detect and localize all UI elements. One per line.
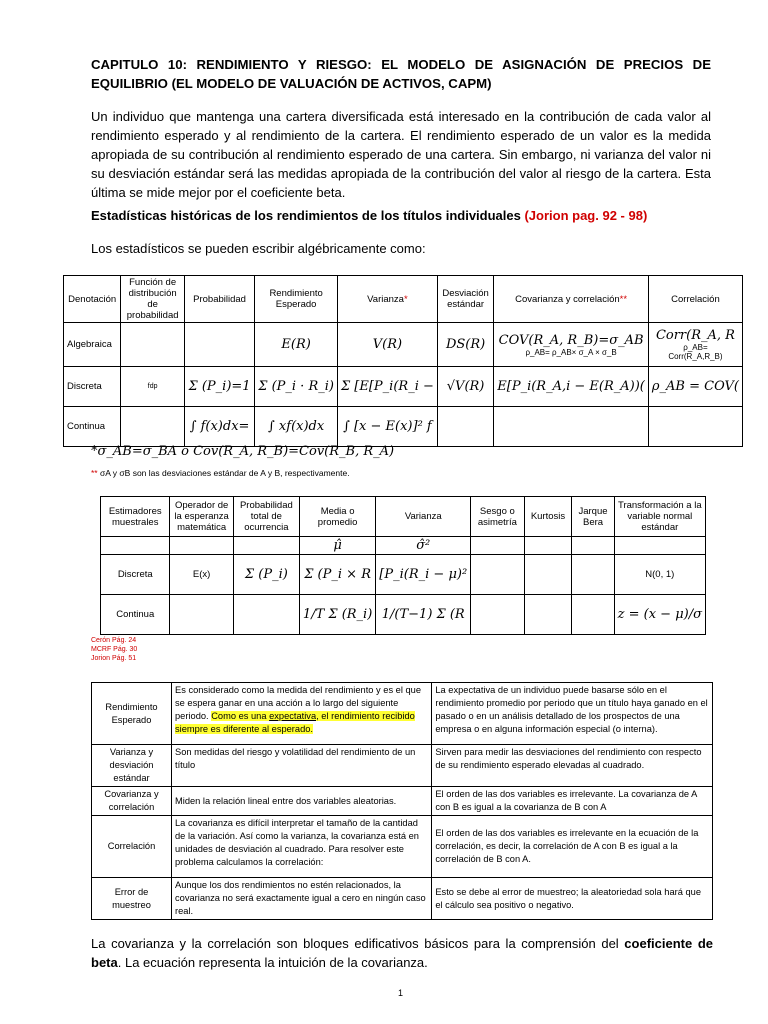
table-cell	[170, 537, 233, 555]
table-row	[92, 745, 713, 787]
formula-cell: ∫ [x − E(x)]² f	[337, 407, 437, 447]
formula-cell: E[P_i(R_A,i − E(R_A))(	[494, 367, 649, 407]
formula-cell: Σ (P_i)=1	[184, 367, 254, 407]
formula-cell: 1/(T−1) Σ (R	[376, 595, 471, 635]
table-cell: El orden de las dos variables es irrelevante. La covarianza de A con B es igual a la covarianza de B con A	[432, 787, 713, 816]
table-cell	[121, 323, 184, 367]
table-header: Probabilidad total de ocurrencia	[233, 497, 299, 537]
table-cell	[471, 537, 524, 555]
section-heading-text: Estadísticas históricas de los rendimientos de los títulos individuales	[91, 208, 521, 223]
algebra-intro: Los estadísticos se pueden escribir algébricamente como:	[91, 241, 426, 256]
formula-cell	[494, 323, 649, 367]
table-header: Estimadores muestrales	[101, 497, 170, 537]
table-header: Desviación estándar	[437, 276, 493, 323]
table-cell: El orden de las dos variables es irrelevante en la ecuación de la correlación, es decir, la correlación de A con B es igual a la correlación de B con A.	[432, 816, 713, 878]
table-header-row	[64, 276, 743, 323]
table-cell	[524, 537, 572, 555]
closing-text: La covarianza y la correlación son bloques edificativos básicos para la comprensión del	[91, 936, 625, 951]
closing-paragraph	[91, 934, 713, 972]
references	[91, 636, 137, 663]
table-header: Rendimiento Esperado	[255, 276, 338, 323]
table-cell	[437, 407, 493, 447]
highlighted-text: Como es una	[211, 711, 270, 721]
table-header: Probabilidad	[184, 276, 254, 323]
table-row	[64, 367, 743, 407]
table-row	[92, 878, 713, 920]
formula-cell: Σ [E[P_i(R_i −	[337, 367, 437, 407]
table-row	[92, 816, 713, 878]
table-cell: Miden la relación lineal entre dos variables aleatorias.	[172, 787, 432, 816]
row-label: Discreta	[101, 555, 170, 595]
table-cell	[184, 323, 254, 367]
table-row	[101, 595, 706, 635]
table-cell: Sirven para medir las desviaciones del rendimiento con respecto de su rendimiento esperado elevadas al cuadrado.	[432, 745, 713, 787]
formula-cell: DS(R)	[437, 323, 493, 367]
std-dev-note-text: σA y σB son las desviaciones estándar de A y B, respectivamente.	[100, 468, 350, 478]
cell-text: Es considerado como la medida del rendimiento y es el que se espera ganar en una acción a lo largo del siguiente periodo.	[175, 685, 422, 721]
row-label: Covarianza y correlación	[92, 787, 172, 816]
closing-text-end: . La ecuación representa la intuición de la covarianza.	[117, 955, 428, 970]
formula-cell	[648, 323, 742, 367]
table-cell	[494, 407, 649, 447]
cov-subformula: ρ_AB= ρ_AB× σ_A × σ_B	[525, 347, 617, 357]
table-header: Varianza	[376, 497, 471, 537]
table-cell	[101, 537, 170, 555]
table-cell: Son medidas del riesgo y volatilidad del rendimiento de un título	[172, 745, 432, 787]
table-cell	[648, 407, 742, 447]
intro-paragraph: Un individuo que mantenga una cartera diversificada está interesado en la contribución de cada valor al rendimiento esperado y al rendimiento de la cartera. El rendimiento esperado de un valor es la medida apropiada de su contribución al rendimiento esperado de una cartera. Sin embargo, ni varianza del valor ni su desviación estándar será las medidas apropiada de la contribución del valor al riesgo de la cartera. Esta última se mide mejor por el coeficiente beta.	[91, 109, 711, 200]
row-label: Rendimiento Esperado	[92, 683, 172, 745]
formula-cell: ∫ f(x)dx=	[184, 407, 254, 447]
formula-cell: Σ (P_i)	[233, 555, 299, 595]
highlighted-text: , el rendimiento recibido siempre es diferente al esperado.	[175, 711, 415, 734]
table-header: Función de distribución de probabilidad	[121, 276, 184, 323]
chapter-title: CAPITULO 10: RENDIMIENTO Y RIESGO: EL MODELO DE ASIGNACIÓN DE PRECIOS DE EQUILIBRIO (EL MODELO DE VALUACIÓN DE ACTIVOS, CAPM)	[91, 57, 711, 91]
table-header: Kurtosis	[524, 497, 572, 537]
covarianza-label: Covarianza y correlación	[515, 293, 620, 305]
sample-estimators-table	[100, 496, 706, 635]
formula-cell: ∫ xf(x)dx	[255, 407, 338, 447]
formula-cell: Σ (P_i × R	[299, 555, 375, 595]
row-label: Continua	[101, 595, 170, 635]
concepts-table	[91, 682, 713, 920]
table-header: Correlación	[648, 276, 742, 323]
table-cell	[233, 595, 299, 635]
formula-cell: 1/T Σ (R_i)	[299, 595, 375, 635]
reference-item: MCRF Pág. 30	[91, 646, 138, 653]
table-cell	[572, 555, 614, 595]
table-header: Jarque Bera	[572, 497, 614, 537]
row-label: Error de muestreo	[92, 878, 172, 920]
row-label: Discreta	[64, 367, 121, 407]
formula-cell: ρ_AB = COV(	[648, 367, 742, 407]
table-cell	[233, 537, 299, 555]
symbol-row	[101, 537, 706, 555]
std-dev-note-mark: **	[91, 468, 98, 478]
table-row	[92, 683, 713, 745]
row-label: Continua	[64, 407, 121, 447]
covariance-symmetry-note: *σ_AB=σ_BA o Cov(R_A, R_B)=Cov(R_B, R_A)	[91, 444, 395, 459]
table-cell: N(0, 1)	[614, 555, 705, 595]
table-row	[101, 555, 706, 595]
table-cell	[524, 595, 572, 635]
section-reference: (Jorion pag. 92 - 98)	[524, 208, 648, 223]
table-header	[337, 276, 437, 323]
table-header: Operador de la esperanza matemática	[170, 497, 233, 537]
highlighted-underlined-text: expectativa	[269, 711, 317, 721]
table-cell	[471, 595, 524, 635]
table-cell: Aunque los dos rendimientos no estén relacionados, la covarianza no será exactamente igual a cero en ningún caso real.	[172, 878, 432, 920]
formula-cell: Σ (P_i · R_i)	[255, 367, 338, 407]
varianza-label: Varianza	[367, 293, 404, 305]
table-cell	[170, 595, 233, 635]
row-label: Varianza y desviación estándar	[92, 745, 172, 787]
cov-formula: COV(R_A, R_B)=σ_AB	[498, 332, 644, 348]
table-cell	[524, 555, 572, 595]
closing-bold: coeficiente de beta	[91, 936, 713, 970]
table-header-row	[101, 497, 706, 537]
table-row	[92, 787, 713, 816]
std-dev-note	[91, 468, 350, 478]
table-cell: Esto se debe al error de muestreo; la aleatoriedad sola hará que el cálculo sea positivo o negativo.	[432, 878, 713, 920]
corr-sub2: Corr(R_A,R_B)	[668, 352, 723, 361]
formula-cell: E(R)	[255, 323, 338, 367]
reference-item: Jorion Pág. 51	[91, 655, 137, 662]
covarianza-mark: **	[619, 293, 628, 305]
table-row	[64, 323, 743, 367]
section-heading	[91, 208, 731, 223]
row-label: Algebraica	[64, 323, 121, 367]
row-label: Correlación	[92, 816, 172, 878]
formula-cell: V(R)	[337, 323, 437, 367]
reference-item: Cerón Pág. 24	[91, 637, 137, 644]
formula-cell: √V(R)	[437, 367, 493, 407]
table-cell: La covarianza es difícil interpretar el tamaño de la cantidad de la variación. Así como la varianza, la covarianza está en unidades de desviación al cuadrado. Para resolver este problema calculamos la correlación:	[172, 816, 432, 878]
table-header: Transformación a la variable normal estándar	[614, 497, 705, 537]
page-number: 1	[398, 988, 404, 998]
statistics-table	[63, 275, 743, 447]
table-cell	[471, 555, 524, 595]
formula-cell: z = (x − μ)/σ	[614, 595, 705, 635]
table-header	[494, 276, 649, 323]
corr-formula: Corr(R_A, R	[655, 328, 735, 343]
table-header: Media o promedio	[299, 497, 375, 537]
table-cell: fdp	[121, 367, 184, 407]
formula-cell: [P_i(R_i − μ)²	[376, 555, 471, 595]
mean-symbol: μ̂	[299, 537, 375, 555]
table-cell	[614, 537, 705, 555]
table-cell	[572, 537, 614, 555]
table-cell	[121, 407, 184, 447]
table-cell: E(x)	[170, 555, 233, 595]
table-cell	[572, 595, 614, 635]
table-cell: La expectativa de un individuo puede basarse sólo en el rendimiento promedio por periodo que un título haya ganado en el pasado o en un análisis detallado de los prospectos de una empresa o en alguna información especial (o interna).	[432, 683, 713, 745]
corr-sub1: ρ_AB=	[683, 343, 708, 352]
table-header: Denotación	[64, 276, 121, 323]
table-cell	[172, 683, 432, 745]
table-row	[64, 407, 743, 447]
variance-symbol: σ̂²	[376, 537, 471, 555]
varianza-mark: *	[403, 293, 408, 305]
table-header: Sesgo o asimetría	[471, 497, 524, 537]
